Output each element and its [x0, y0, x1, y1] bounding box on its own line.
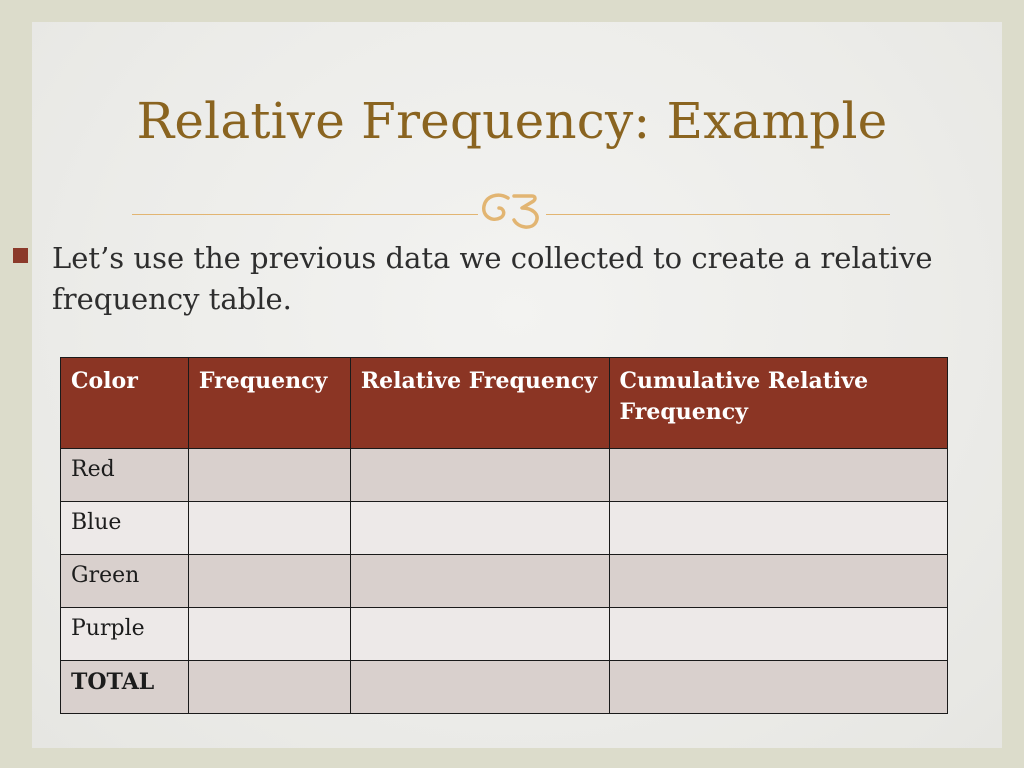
ornament-swirl-icon — [474, 186, 550, 232]
table-header-row — [61, 358, 948, 449]
table-cell — [188, 555, 350, 608]
row-label-blue: Blue — [61, 502, 189, 555]
table-cell — [188, 608, 350, 661]
table-cell — [188, 449, 350, 502]
table-row — [61, 608, 948, 661]
header-color: Color — [61, 358, 189, 449]
title-divider-right — [546, 214, 890, 215]
table-cell — [609, 608, 947, 661]
table-cell — [350, 608, 609, 661]
slide-title: Relative Frequency: Example — [136, 92, 888, 150]
table-cell — [350, 449, 609, 502]
row-label-purple: Purple — [61, 608, 189, 661]
table-cell — [350, 555, 609, 608]
bullet-text: Let’s use the previous data we collected to create a relative frequency table. — [52, 241, 933, 316]
header-frequency: Frequency — [188, 358, 350, 449]
header-relative-frequency: Relative Frequency — [350, 358, 609, 449]
table-row — [61, 449, 948, 502]
table-cell — [188, 502, 350, 555]
table-cell — [609, 555, 947, 608]
bullet-square-icon — [13, 248, 28, 263]
table-row — [61, 661, 948, 714]
title-divider-left — [132, 214, 478, 215]
row-label-green: Green — [61, 555, 189, 608]
header-cumulative-relative-frequency: Cumulative Relative Frequency — [609, 358, 947, 449]
table-cell — [609, 449, 947, 502]
table-cell — [350, 502, 609, 555]
table-cell — [350, 661, 609, 714]
table-cell — [609, 502, 947, 555]
table-row — [61, 502, 948, 555]
row-label-red: Red — [61, 449, 189, 502]
row-label-total: TOTAL — [61, 661, 189, 714]
frequency-table — [60, 357, 948, 714]
table-row — [61, 555, 948, 608]
table-cell — [188, 661, 350, 714]
table-cell — [609, 661, 947, 714]
